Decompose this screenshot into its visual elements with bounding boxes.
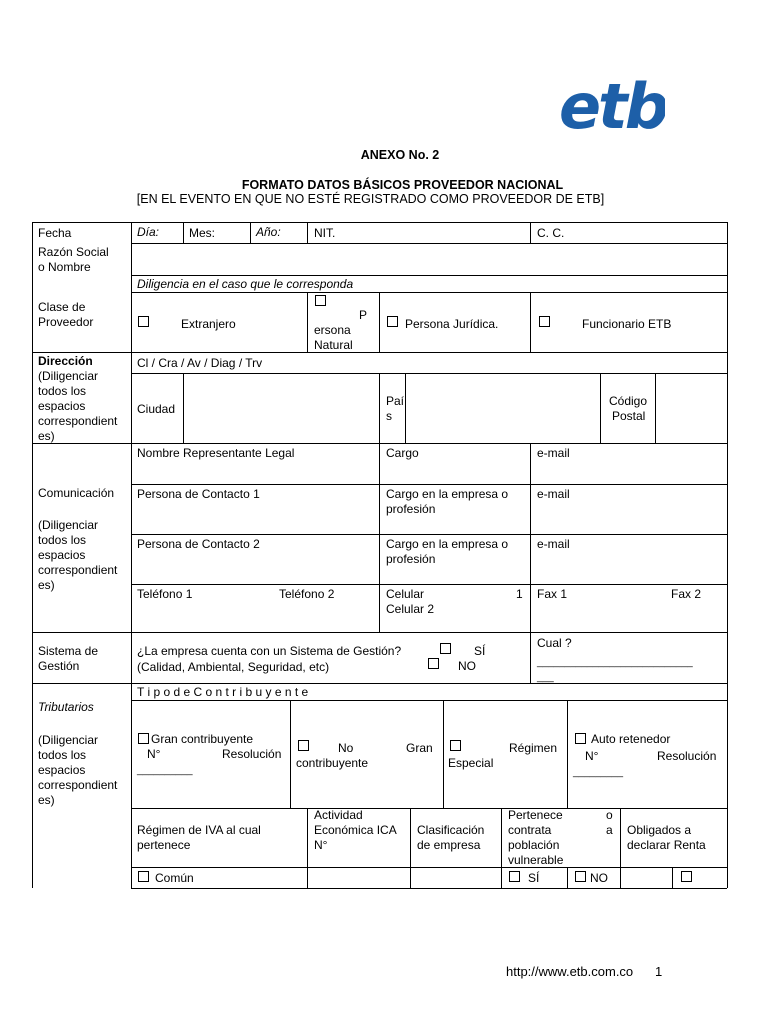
- regimen-iva-label-2: pertenece: [137, 838, 191, 852]
- actividad-label: Actividad: [314, 808, 363, 822]
- direccion-field[interactable]: Cl / Cra / Av / Diag / Trv: [137, 356, 263, 370]
- page-subtitle: [EN EL EVENTO EN QUE NO ESTÉ REGISTRADO COMO PROVEEDOR DE ETB]: [136, 192, 605, 206]
- extranjero-label: Extranjero: [181, 317, 236, 331]
- tributarios-note-5: es): [38, 793, 55, 807]
- gran-contribuyente-no: N°: [147, 747, 161, 761]
- comunicacion-note-2: todos los: [38, 533, 87, 547]
- ciudad-label: Ciudad: [137, 402, 176, 416]
- direccion-note-2: todos los: [38, 384, 87, 398]
- fax-2-label: Fax 2: [671, 587, 702, 601]
- regimen-iva-label: Régimen de IVA al cual: [137, 823, 261, 837]
- comunicacion-note-4: correspondient: [38, 563, 118, 577]
- pertenece-label-3: población: [508, 838, 560, 852]
- razon-social-input[interactable]: [132, 244, 726, 274]
- obligados-label-2: declarar Renta: [627, 838, 706, 852]
- gestion-question: ¿La empresa cuenta con un Sistema de Gestión?: [137, 644, 402, 658]
- email-label-2: e-mail: [537, 487, 570, 501]
- obligados-label: Obligados a: [627, 823, 692, 837]
- pertenece-o: o: [606, 808, 613, 822]
- no-gran-no: No: [338, 741, 354, 755]
- celular-1-label: Celular: [386, 587, 425, 601]
- vulnerable-no-label: NO: [590, 871, 608, 885]
- obligados-checkbox[interactable]: [681, 871, 692, 882]
- comunicacion-note-5: es): [38, 578, 55, 592]
- fecha-label: Fecha: [38, 226, 72, 240]
- especial-label: Especial: [448, 756, 494, 770]
- razon-social-label: Razón Social: [38, 245, 109, 259]
- tributarios-note-2: todos los: [38, 748, 87, 762]
- vulnerable-si-checkbox[interactable]: [509, 871, 520, 882]
- pais-label: Paí: [386, 394, 405, 408]
- gestion-no-label: NO: [458, 659, 476, 673]
- no-gran-contribuyente-checkbox[interactable]: [298, 740, 309, 751]
- tributarios-note-4: correspondient: [38, 778, 118, 792]
- fax-1-label: Fax 1: [537, 587, 568, 601]
- footer-url[interactable]: http://www.etb.com.co: [506, 964, 634, 979]
- gestion-si-label: SÍ: [474, 644, 486, 658]
- direccion-note-4: correspondient: [38, 414, 118, 428]
- persona-natural-p: P: [359, 308, 368, 322]
- telefono-2-label: Teléfono 2: [279, 587, 335, 601]
- mes-field[interactable]: Mes:: [189, 226, 216, 240]
- telefono-1-label: Teléfono 1: [137, 587, 193, 601]
- gestion-no-checkbox[interactable]: [428, 658, 439, 669]
- gran-contribuyente-resolucion: Resolución: [222, 747, 282, 761]
- actividad-label-3: N°: [314, 838, 328, 852]
- email-label-1: e-mail: [537, 446, 570, 460]
- cargo-empresa-2-label-2: profesión: [386, 552, 436, 566]
- vulnerable-si-label: SÍ: [528, 871, 540, 885]
- gestion-si-checkbox[interactable]: [440, 643, 451, 654]
- etb-logo: [555, 62, 665, 142]
- cargo-empresa-1-label: Cargo en la empresa o: [386, 487, 509, 501]
- tributarios-label: Tributarios: [38, 700, 94, 714]
- contacto-1-label: Persona de Contacto 1: [137, 487, 260, 501]
- regimen-especial-checkbox[interactable]: [450, 740, 461, 751]
- cual-label: Cual ?: [537, 636, 572, 650]
- annex-number: ANEXO No. 2: [360, 148, 440, 162]
- gestion-question-2: (Calidad, Ambiental, Seguridad, etc): [137, 660, 330, 674]
- dia-field[interactable]: Día:: [137, 225, 160, 239]
- actividad-label-2: Económica ICA: [314, 823, 397, 837]
- autoretenedor-no: N°: [585, 749, 599, 763]
- pertenece-label-2: contrata: [508, 823, 552, 837]
- codigo-postal-input[interactable]: [656, 374, 726, 442]
- tipo-contribuyente-header: T i p o d e C o n t r i b u y e n t e: [137, 685, 309, 699]
- gran-contribuyente-checkbox[interactable]: [138, 733, 149, 744]
- cual-line-2[interactable]: ___: [537, 672, 554, 683]
- nit-field[interactable]: NIT.: [314, 226, 336, 240]
- clase-proveedor-label: Clase de: [38, 300, 86, 314]
- autoretenedor-checkbox[interactable]: [575, 733, 586, 744]
- funcionario-etb-checkbox[interactable]: [539, 316, 550, 327]
- cual-line-1[interactable]: ____________________________: [537, 657, 693, 668]
- persona-natural-ersona: ersona: [314, 323, 351, 337]
- pais-label-2: s: [386, 409, 392, 423]
- comun-checkbox[interactable]: [138, 871, 149, 882]
- funcionario-etb-label: Funcionario ETB: [582, 317, 672, 331]
- codigo-postal-label: Código: [609, 394, 648, 408]
- pertenece-label-4: vulnerable: [508, 853, 564, 867]
- comunicacion-label: Comunicación: [38, 486, 115, 500]
- tributarios-note-1: (Diligenciar: [38, 733, 99, 747]
- diligencia-note: Diligencia en el caso que le corresponda: [137, 277, 354, 291]
- comun-label: Común: [155, 871, 194, 885]
- autoretenedor-label: Auto retenedor: [591, 732, 671, 746]
- ciudad-input[interactable]: [184, 374, 378, 442]
- cargo-empresa-1-label-2: profesión: [386, 502, 436, 516]
- no-gran-gran: Gran: [406, 741, 433, 755]
- email-label-3: e-mail: [537, 537, 570, 551]
- comunicacion-note-1: (Diligenciar: [38, 518, 99, 532]
- pais-input[interactable]: [406, 374, 599, 442]
- persona-juridica-label: Persona Jurídica.: [405, 317, 499, 331]
- razon-social-label-2: o Nombre: [38, 260, 91, 274]
- regimen-label: Régimen: [509, 741, 558, 755]
- contacto-2-label: Persona de Contacto 2: [137, 537, 260, 551]
- cargo-empresa-2-label: Cargo en la empresa o: [386, 537, 509, 551]
- vulnerable-no-checkbox[interactable]: [575, 871, 586, 882]
- representante-legal-label: Nombre Representante Legal: [137, 446, 295, 460]
- direccion-note-3: espacios: [38, 399, 86, 413]
- comunicacion-note-3: espacios: [38, 548, 86, 562]
- pertenece-a: a: [606, 823, 613, 837]
- direccion-note-1: (Diligenciar: [38, 369, 99, 383]
- sistema-gestion-label-2: Gestión: [38, 659, 80, 673]
- persona-natural-label: Natural: [314, 338, 353, 352]
- no-gran-contribuyente-label: contribuyente: [296, 756, 369, 770]
- cargo-label: Cargo: [386, 446, 419, 460]
- sistema-gestion-label: Sistema de: [38, 644, 99, 658]
- pertenece-label: Pertenece: [508, 808, 563, 822]
- autoretenedor-resolucion: Resolución: [657, 749, 717, 763]
- anio-field[interactable]: Año:: [256, 225, 281, 239]
- gran-contribuyente-label: Gran contribuyente: [151, 732, 254, 746]
- autoretenedor-line[interactable]: _________: [573, 767, 624, 778]
- direccion-note-5: es): [38, 429, 55, 443]
- persona-natural-checkbox[interactable]: [315, 295, 326, 306]
- celular-number: 1: [516, 587, 523, 601]
- cc-field[interactable]: C. C.: [537, 226, 565, 240]
- codigo-postal-label-2: Postal: [612, 409, 646, 423]
- persona-juridica-checkbox[interactable]: [387, 316, 398, 327]
- svg-text:etb: etb: [559, 70, 665, 142]
- clasificacion-label-2: de empresa: [417, 838, 481, 852]
- extranjero-checkbox[interactable]: [138, 316, 149, 327]
- page-number: 1: [655, 964, 663, 979]
- clase-proveedor-label-2: Proveedor: [38, 315, 94, 329]
- direccion-label: Dirección: [38, 354, 93, 368]
- celular-2-label: Celular 2: [386, 602, 435, 616]
- page-title: FORMATO DATOS BÁSICOS PROVEEDOR NACIONAL: [241, 178, 564, 192]
- clasificacion-label: Clasificación: [417, 823, 485, 837]
- gran-contribuyente-line[interactable]: __________: [137, 765, 193, 776]
- tributarios-note-3: espacios: [38, 763, 86, 777]
